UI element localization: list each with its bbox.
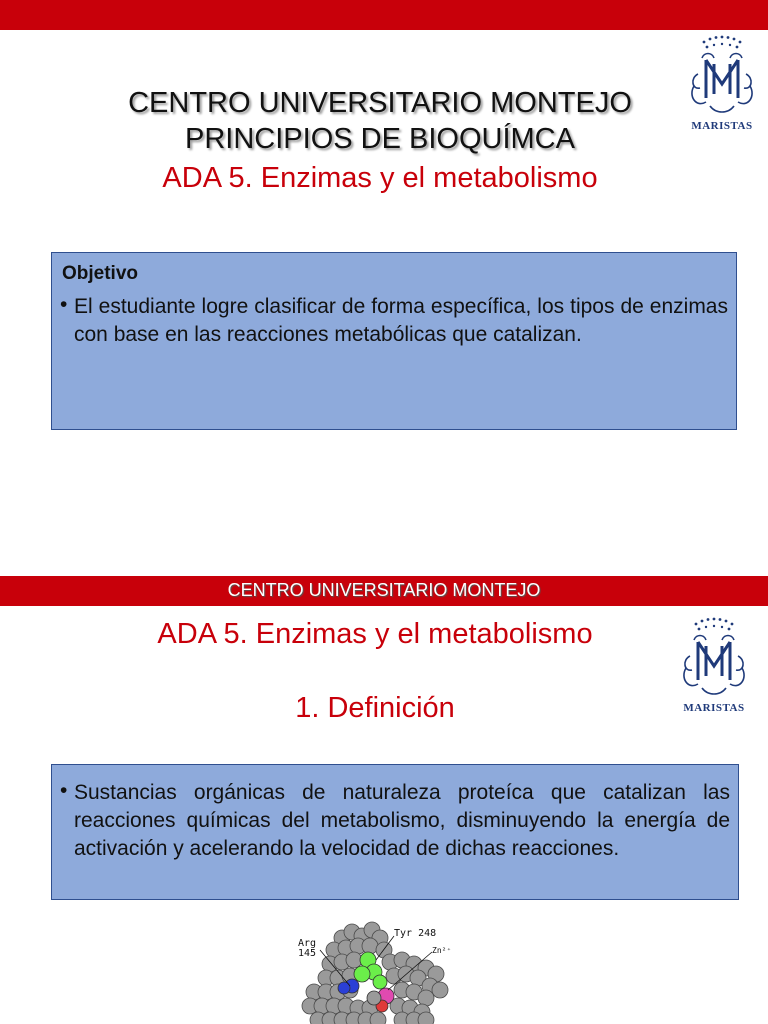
- logo-text: MARISTAS: [691, 120, 753, 132]
- objective-text: El estudiante logre clasificar de forma específica, los tipos de enzimas con base en las reacciones metabólicas que catalizan.: [74, 295, 728, 346]
- definition-box: [51, 764, 739, 900]
- label-tyr: Tyr 248: [394, 928, 437, 939]
- label-zn: Zn²⁺: [432, 946, 452, 955]
- maristas-logo: [684, 34, 760, 134]
- slide-2: [0, 576, 768, 1024]
- header-red-bar: [0, 576, 768, 606]
- objective-box: [51, 252, 737, 430]
- objective-heading: Objetivo: [62, 263, 139, 284]
- bullet-icon: •: [60, 293, 68, 316]
- title-line-2: PRINCIPIOS DE BIOQUÍMCA: [185, 123, 575, 155]
- maristas-monogram-icon: [684, 34, 760, 120]
- section-title: 1. Definición: [295, 692, 455, 724]
- enzyme-structure-figure: [290, 916, 490, 1024]
- top-red-bar: [0, 0, 768, 30]
- objective-bullet: [60, 293, 728, 349]
- logo-text-2: MARISTAS: [683, 702, 745, 714]
- maristas-monogram-icon: [676, 616, 752, 702]
- definition-bullet: [60, 779, 730, 863]
- maristas-logo-2: [676, 616, 752, 716]
- bullet-icon: •: [60, 779, 68, 802]
- label-arg: Arg: [298, 938, 317, 949]
- slide-title: ADA 5. Enzimas y el metabolismo: [157, 618, 593, 650]
- enzyme-molecule-icon: [290, 916, 490, 1024]
- header-text: CENTRO UNIVERSITARIO MONTEJO: [227, 580, 541, 600]
- label-arg-number: 145: [298, 948, 317, 959]
- subtitle: ADA 5. Enzimas y el metabolismo: [162, 162, 598, 194]
- title-line-1: CENTRO UNIVERSITARIO MONTEJO: [128, 87, 632, 119]
- definition-text: Sustancias orgánicas de naturaleza proteíca que catalizan las reacciones químicas del metabolismo, disminuyendo la energía de activación y acelerando la velocidad de dichas reacciones.: [74, 781, 730, 860]
